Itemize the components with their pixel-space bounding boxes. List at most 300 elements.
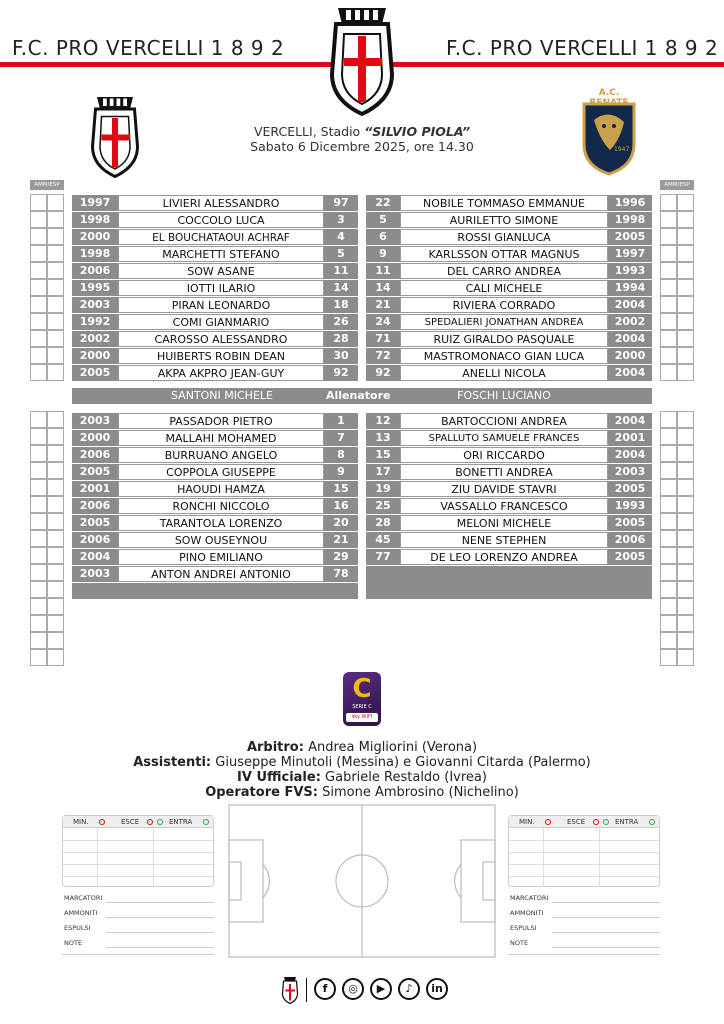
in-green-dot-icon [649, 819, 655, 825]
player-name: COPPOLA GIUSEPPE [118, 464, 324, 480]
card-box[interactable] [47, 547, 64, 564]
card-box[interactable] [47, 228, 64, 245]
referee-name: Andrea Migliorini (Verona) [308, 740, 478, 755]
card-box[interactable] [30, 615, 47, 632]
card-box[interactable] [47, 262, 64, 279]
card-box[interactable] [677, 581, 694, 598]
away_starters-row [0, 212, 724, 228]
assistants-names: Giuseppe Minutoli (Messina) e Giovanni Citarda (Palermo) [215, 755, 591, 770]
min-header: MIN. [73, 818, 89, 826]
card-box[interactable] [47, 194, 64, 211]
away_starters-row [0, 229, 724, 245]
sub-table-header [509, 816, 659, 828]
card-box[interactable] [660, 194, 677, 211]
card-box[interactable] [677, 530, 694, 547]
player-name: AKPA AKPRO JEAN-GUY [118, 365, 324, 381]
birth-year: 1997 [72, 195, 118, 211]
notes-line[interactable] [106, 917, 214, 918]
shirt-number: 78 [324, 566, 358, 582]
card-box[interactable] [660, 564, 677, 581]
card-box[interactable] [660, 296, 677, 313]
home-coach: SANTONI MICHELE [170, 389, 273, 402]
card-box[interactable] [660, 228, 677, 245]
sub-row-line [509, 864, 659, 865]
player-name: COCCOLO LUCA [118, 212, 324, 228]
card-box[interactable] [660, 513, 677, 530]
shirt-number: 8 [324, 447, 358, 463]
serie-c-name: SERIE C [352, 704, 372, 710]
card-box[interactable] [660, 445, 677, 462]
serie-c-badge [343, 672, 381, 726]
card-box[interactable] [30, 211, 47, 228]
fvs-label: Operatore FVS: [205, 785, 318, 800]
card-box[interactable] [30, 513, 47, 530]
shirt-number: 72 [366, 348, 400, 364]
fourth-official-line [0, 770, 724, 785]
birth-year: 1995 [72, 280, 118, 296]
away_subs-row [0, 532, 724, 548]
home-card-label: AMM/ESP [30, 180, 64, 190]
card-box[interactable] [660, 364, 677, 381]
min-header: MIN. [519, 818, 535, 826]
card-box[interactable] [677, 262, 694, 279]
card-box[interactable] [30, 262, 47, 279]
player-name: BARTOCCIONI ANDREA [400, 413, 608, 429]
birth-year: 2004 [608, 297, 652, 313]
card-box[interactable] [47, 564, 64, 581]
player-name: VASSALLO FRANCESCO [400, 498, 608, 514]
out-red-dot-icon [99, 819, 105, 825]
card-box[interactable] [30, 364, 47, 381]
card-box[interactable] [30, 479, 47, 496]
shirt-number: 11 [324, 263, 358, 279]
referee-line [0, 740, 724, 755]
out-red-dot-icon [593, 819, 599, 825]
shirt-number: 1 [324, 413, 358, 429]
card-box[interactable] [660, 496, 677, 513]
serie-c-letter: C [352, 674, 372, 704]
fourth-official-label: IV Ufficiale: [237, 770, 321, 785]
in-green-dot-icon [203, 819, 209, 825]
notes-line[interactable] [552, 932, 660, 933]
card-box[interactable] [660, 411, 677, 428]
shirt-number: 11 [366, 263, 400, 279]
card-box[interactable] [47, 279, 64, 296]
player-name: ZIU DAVIDE STAVRI [400, 481, 608, 497]
card-box[interactable] [677, 462, 694, 479]
card-box[interactable] [47, 296, 64, 313]
match-datetime: Sabato 6 Dicembre 2025, ore 14.30 [250, 139, 474, 154]
shirt-number: 16 [324, 498, 358, 514]
player-name: CALI MICHELE [400, 280, 608, 296]
notes-label-scorers: MARCATORI [510, 894, 549, 902]
player-name: MARCHETTI STEFANO [118, 246, 324, 262]
away_starters-row [0, 314, 724, 330]
away_subs-row [0, 430, 724, 446]
away_subs-row [0, 549, 724, 565]
birth-year: 2000 [608, 348, 652, 364]
out-header: ESCE [567, 818, 586, 826]
player-name: HUIBERTS ROBIN DEAN [118, 348, 324, 364]
away_subs-row [0, 447, 724, 463]
card-box[interactable] [677, 547, 694, 564]
away-card-label: AMM/ESP [660, 180, 694, 190]
card-box[interactable] [660, 330, 677, 347]
fvs-line [0, 785, 724, 800]
shirt-number: 6 [366, 229, 400, 245]
shirt-number: 5 [366, 212, 400, 228]
birth-year: 2003 [72, 297, 118, 313]
player-name: DEL CARRO ANDREA [400, 263, 608, 279]
shirt-number: 24 [366, 314, 400, 330]
card-box[interactable] [30, 632, 47, 649]
instagram-icon[interactable]: ◎ [342, 978, 364, 1000]
birth-year: 2006 [608, 532, 652, 548]
shirt-number: 17 [366, 464, 400, 480]
card-box[interactable] [660, 547, 677, 564]
player-name: SPALLUTO SAMUELE FRANCES [400, 430, 608, 446]
player-name: PIRAN LEONARDO [118, 297, 324, 313]
birth-year: 2005 [72, 365, 118, 381]
card-box[interactable] [47, 615, 64, 632]
player-name: COMI GIANMARIO [118, 314, 324, 330]
birth-year: 2005 [72, 515, 118, 531]
card-box[interactable] [47, 445, 64, 462]
card-box[interactable] [30, 330, 47, 347]
shirt-number: 28 [366, 515, 400, 531]
shirt-number: 97 [324, 195, 358, 211]
fourth-official-name: Gabriele Restaldo (Ivrea) [325, 770, 487, 785]
player-name: ANTON ANDREI ANTONIO [118, 566, 324, 582]
birth-year: 1994 [608, 280, 652, 296]
birth-year: 2002 [608, 314, 652, 330]
card-box[interactable] [30, 649, 47, 666]
shirt-number: 21 [366, 297, 400, 313]
player-name: NENE STEPHEN [400, 532, 608, 548]
shirt-number: 22 [366, 195, 400, 211]
sub-table-header [63, 816, 213, 828]
birth-year: 2004 [608, 447, 652, 463]
shirt-number: 12 [366, 413, 400, 429]
card-box[interactable] [30, 428, 47, 445]
player-name: MELONI MICHELE [400, 515, 608, 531]
venue-stadium: “SILVIO PIOLA” [364, 124, 471, 139]
notes-line[interactable] [552, 917, 660, 918]
card-box[interactable] [47, 632, 64, 649]
match-venue [200, 124, 524, 154]
birth-year: 2003 [608, 464, 652, 480]
player-name: BURRUANO ANGELO [118, 447, 324, 463]
player-name: ROSSI GIANLUCA [400, 229, 608, 245]
card-box[interactable] [47, 581, 64, 598]
player-name: KARLSSON OTTAR MAGNUS [400, 246, 608, 262]
in-green-dot-icon [603, 819, 609, 825]
card-box[interactable] [30, 245, 47, 262]
card-box[interactable] [677, 496, 694, 513]
notes-line[interactable] [106, 947, 214, 948]
coaches-row [72, 388, 652, 404]
card-box[interactable] [660, 279, 677, 296]
renate-panther-icon [580, 100, 638, 176]
notes-line[interactable] [552, 947, 660, 948]
youtube-icon[interactable]: ▶ [370, 978, 392, 1000]
birth-year: 2003 [72, 566, 118, 582]
card-box[interactable] [660, 649, 677, 666]
card-box[interactable] [677, 598, 694, 615]
away-team-logo [578, 88, 640, 180]
card-box[interactable] [47, 347, 64, 364]
birth-year: 2005 [608, 515, 652, 531]
shirt-number: 9 [366, 246, 400, 262]
player-name: LIVIERI ALESSANDRO [118, 195, 324, 211]
birth-year: 2001 [72, 481, 118, 497]
player-name: IOTTI ILARIO [118, 280, 324, 296]
card-box[interactable] [47, 428, 64, 445]
card-box[interactable] [47, 496, 64, 513]
card-box[interactable] [677, 279, 694, 296]
card-box[interactable] [30, 547, 47, 564]
card-box[interactable] [30, 411, 47, 428]
card-box[interactable] [677, 411, 694, 428]
away_starters-row [0, 280, 724, 296]
sub-row-line [509, 852, 659, 853]
card-box[interactable] [30, 445, 47, 462]
card-box[interactable] [677, 330, 694, 347]
fvs-name: Simone Ambrosino (Nichelino) [322, 785, 519, 800]
notes-line[interactable] [106, 902, 214, 903]
card-box[interactable] [30, 564, 47, 581]
player-name: EL BOUCHATAOUI ACHRAF [118, 229, 324, 245]
birth-year: 2004 [608, 331, 652, 347]
in-header: ENTRA [615, 818, 639, 826]
card-box[interactable] [677, 445, 694, 462]
card-box[interactable] [660, 262, 677, 279]
shirt-number: 29 [324, 549, 358, 565]
sub-col-line [153, 828, 154, 886]
card-box[interactable] [47, 513, 64, 530]
notes-label-booked: AMMONITI [64, 909, 98, 917]
card-box[interactable] [47, 462, 64, 479]
card-box[interactable] [660, 245, 677, 262]
card-box[interactable] [677, 228, 694, 245]
card-box[interactable] [30, 530, 47, 547]
player-name: RUIZ GIRALDO PASQUALE [400, 331, 608, 347]
player-name: SPEDALIERI JONATHAN ANDREA [400, 314, 608, 330]
notes-line[interactable] [62, 954, 214, 955]
sub-row-line [509, 876, 659, 877]
notes-label-sent_off: ESPULSI [64, 924, 91, 932]
card-box[interactable] [30, 228, 47, 245]
birth-year: 1992 [72, 314, 118, 330]
card-box[interactable] [47, 245, 64, 262]
player-name: AURILETTO SIMONE [400, 212, 608, 228]
coach-label: Allenatore [326, 389, 391, 402]
card-box[interactable] [660, 479, 677, 496]
card-box[interactable] [660, 598, 677, 615]
shirt-number: 77 [366, 549, 400, 565]
card-box[interactable] [677, 364, 694, 381]
player-name: ANELLI NICOLA [400, 365, 608, 381]
sub-row-line [63, 876, 213, 877]
shirt-number: 26 [324, 314, 358, 330]
player-name: PINO EMILIANO [118, 549, 324, 565]
card-box[interactable] [47, 313, 64, 330]
card-box[interactable] [677, 245, 694, 262]
card-box[interactable] [30, 194, 47, 211]
card-box[interactable] [660, 615, 677, 632]
footer-divider [306, 978, 307, 1002]
card-box[interactable] [677, 513, 694, 530]
shirt-number: 21 [324, 532, 358, 548]
card-box[interactable] [677, 313, 694, 330]
card-box[interactable] [660, 211, 677, 228]
card-box[interactable] [30, 598, 47, 615]
card-box[interactable] [677, 347, 694, 364]
shirt-number: 19 [366, 481, 400, 497]
card-box[interactable] [30, 496, 47, 513]
card-box[interactable] [677, 479, 694, 496]
notes-line[interactable] [508, 954, 660, 955]
out-red-dot-icon [545, 819, 551, 825]
shirt-number: 9 [324, 464, 358, 480]
player-name: NOBILE TOMMASO EMMANUE [400, 195, 608, 211]
card-box[interactable] [677, 632, 694, 649]
player-name: CAROSSO ALESSANDRO [118, 331, 324, 347]
birth-year: 1998 [72, 246, 118, 262]
card-box[interactable] [30, 296, 47, 313]
birth-year: 2004 [608, 365, 652, 381]
away_starters-row [0, 348, 724, 364]
shirt-number: 15 [366, 447, 400, 463]
player-name: BONETTI ANDREA [400, 464, 608, 480]
card-box[interactable] [47, 211, 64, 228]
card-box[interactable] [47, 411, 64, 428]
birth-year: 2003 [72, 413, 118, 429]
card-box[interactable] [677, 615, 694, 632]
referee-label: Arbitro: [246, 740, 304, 755]
away-substitution-table [508, 815, 660, 887]
away_subs-row [0, 481, 724, 497]
card-box[interactable] [660, 428, 677, 445]
card-box[interactable] [677, 194, 694, 211]
football-pitch-icon [228, 804, 496, 958]
away-club-title: F.C. PRO VERCELLI 1 8 9 2 [446, 36, 719, 60]
away_subs-row [0, 498, 724, 514]
home-team-logo-icon [84, 94, 146, 178]
sub-row-line [509, 840, 659, 841]
card-box[interactable] [30, 462, 47, 479]
pro-vercelli-crest-icon [322, 4, 402, 116]
player-name: SOW ASANE [118, 263, 324, 279]
card-box[interactable] [660, 581, 677, 598]
sub-row-line [63, 864, 213, 865]
notes-line[interactable] [106, 932, 214, 933]
away_starters-row [0, 246, 724, 262]
card-box[interactable] [677, 564, 694, 581]
birth-year: 2006 [72, 498, 118, 514]
birth-year: 2006 [72, 263, 118, 279]
away_subs-row [0, 515, 724, 531]
linkedin-icon[interactable]: in [426, 978, 448, 1000]
card-box[interactable] [47, 598, 64, 615]
card-box[interactable] [30, 581, 47, 598]
card-box[interactable] [677, 649, 694, 666]
birth-year: 2000 [72, 430, 118, 446]
notes-line[interactable] [552, 902, 660, 903]
card-box[interactable] [47, 330, 64, 347]
away-coach: FOSCHI LUCIANO [457, 389, 551, 402]
card-box[interactable] [660, 632, 677, 649]
card-box[interactable] [660, 462, 677, 479]
away_starters-row [0, 263, 724, 279]
facebook-icon[interactable]: f [314, 978, 336, 1000]
card-box[interactable] [30, 347, 47, 364]
birth-year: 1997 [608, 246, 652, 262]
shirt-number: 5 [324, 246, 358, 262]
shirt-number: 15 [324, 481, 358, 497]
assistants-label: Assistenti: [133, 755, 212, 770]
assistants-line [0, 755, 724, 770]
player-name: HAOUDI HAMZA [118, 481, 324, 497]
player-name: PASSADOR PIETRO [118, 413, 324, 429]
card-box[interactable] [677, 296, 694, 313]
card-box[interactable] [47, 649, 64, 666]
shirt-number: 20 [324, 515, 358, 531]
player-name: RIVIERA CORRADO [400, 297, 608, 313]
shirt-number: 3 [324, 212, 358, 228]
birth-year: 1993 [608, 498, 652, 514]
birth-year: 1998 [608, 212, 652, 228]
notes-label-scorers: MARCATORI [64, 894, 103, 902]
birth-year: 2004 [608, 413, 652, 429]
shirt-number: 92 [366, 365, 400, 381]
card-box[interactable] [47, 530, 64, 547]
shirt-number: 92 [324, 365, 358, 381]
birth-year: 2002 [72, 331, 118, 347]
card-box[interactable] [660, 347, 677, 364]
player-name: TARANTOLA LORENZO [118, 515, 324, 531]
card-box[interactable] [47, 479, 64, 496]
sub-col-line [599, 828, 600, 886]
away-subs-filler [366, 566, 652, 599]
birth-year: 2000 [72, 229, 118, 245]
sub-col-line [97, 828, 98, 886]
away_starters-row [0, 297, 724, 313]
in-green-dot-icon [157, 819, 163, 825]
player-name: SOW OUSEYNOU [118, 532, 324, 548]
away_starters-row [0, 195, 724, 211]
card-box[interactable] [660, 530, 677, 547]
player-name: MASTROMONACO GIAN LUCA [400, 348, 608, 364]
home-subs-grey-filler [72, 583, 358, 599]
shirt-number: 30 [324, 348, 358, 364]
card-box[interactable] [30, 313, 47, 330]
tiktok-icon[interactable]: ♪ [398, 978, 420, 1000]
player-name: MALLAHI MOHAMED [118, 430, 324, 446]
away_subs-row [0, 413, 724, 429]
card-box[interactable] [47, 364, 64, 381]
card-box[interactable] [660, 313, 677, 330]
card-box[interactable] [30, 279, 47, 296]
shirt-number: 28 [324, 331, 358, 347]
card-box[interactable] [677, 428, 694, 445]
birth-year: 2005 [608, 229, 652, 245]
out-red-dot-icon [147, 819, 153, 825]
shirt-number: 45 [366, 532, 400, 548]
away_starters-row [0, 365, 724, 381]
birth-year: 2001 [608, 430, 652, 446]
card-box[interactable] [677, 211, 694, 228]
